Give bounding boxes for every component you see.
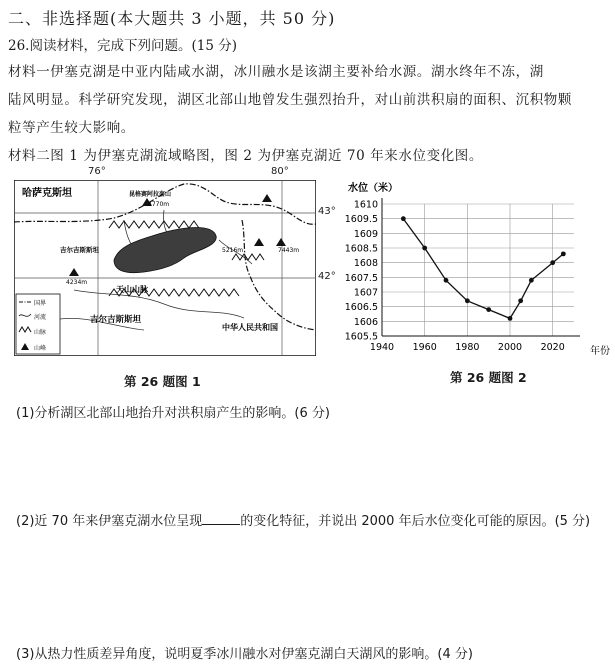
y-tick-label: 1606: [353, 316, 378, 328]
label-tianshan: 天山山脉: [116, 285, 148, 294]
label-lat-42: 42°: [318, 271, 336, 282]
legend-border-label: 国界: [34, 300, 47, 307]
label-lon-80: 80°: [271, 166, 289, 177]
chart-xlabel: 年份: [590, 346, 610, 356]
answer-blank[interactable]: [202, 523, 240, 525]
chart-ylabel: 水位（米）: [348, 183, 398, 194]
data-point: [444, 278, 449, 283]
question-2: [16, 510, 590, 529]
legend-range-label: 山脉: [34, 329, 47, 336]
question-2-start: (2)近 70 年来伊塞克湖水位呈现: [16, 514, 203, 529]
x-tick-label: 1940: [369, 342, 395, 353]
label-peak-north-elev: 4770m: [148, 201, 170, 208]
data-point: [486, 307, 491, 312]
y-tick-label: 1608.5: [344, 243, 378, 255]
figure-1-caption: 第 26 题图 1: [124, 374, 201, 389]
data-point: [508, 316, 513, 321]
data-point: [518, 298, 523, 303]
x-tick-label: 2000: [497, 342, 523, 353]
material-one-line-1: 材料一伊塞克湖是中亚内陆咸水湖，冰川融水是该湖主要补给水源。湖水终年不冻，湖: [8, 64, 544, 80]
y-tick-label: 1609: [353, 228, 378, 240]
figure-2-caption: 第 26 题图 2: [450, 370, 527, 385]
legend-peak-label: 山峰: [34, 345, 47, 352]
question-3: (3)从热力性质差异角度，说明夏季冰川融水对伊塞克湖白天湖风的影响。(4 分): [16, 647, 473, 662]
label-lon-76: 76°: [88, 166, 106, 177]
legend-river-label: 河流: [34, 314, 47, 321]
y-tick-label: 1609.5: [344, 214, 378, 226]
data-point: [550, 260, 555, 265]
data-point: [401, 216, 406, 221]
x-tick-label: 1960: [412, 342, 437, 353]
lake-basin-map: [14, 180, 316, 356]
label-peak-east1-elev: 5216m: [222, 247, 244, 254]
x-tick-label: 1980: [455, 342, 480, 353]
material-two: 材料二图 1 为伊塞克湖流域略图，图 2 为伊塞克湖近 70 年来水位变化图。: [8, 148, 484, 164]
material-one-line-3: 粒等产生较大影响。: [8, 120, 135, 136]
data-point: [422, 246, 427, 251]
label-peak-north-name: 昆格赛阿拉套山: [129, 191, 172, 198]
series-line: [403, 219, 563, 319]
y-tick-label: 1610: [353, 199, 378, 211]
data-point: [561, 251, 566, 256]
water-level-chart: [342, 180, 610, 356]
x-tick-label: 2020: [540, 342, 565, 353]
label-kazakhstan: 哈萨克斯坦: [22, 188, 72, 199]
data-point: [529, 278, 534, 283]
question-2-end: 的变化特征，并说出 2000 年后水位变化可能的原因。(5 分): [240, 514, 591, 529]
label-peak-west-elev: 4234m: [66, 279, 88, 286]
question-header: 26.阅读材料，完成下列问题。(15 分): [8, 38, 237, 54]
label-lat-43: 43°: [318, 206, 336, 217]
y-tick-label: 1606.5: [344, 302, 378, 314]
data-point: [465, 298, 470, 303]
label-kyrgyzstan-north: 吉尔吉斯斯坦: [60, 246, 99, 254]
label-peak-east2-elev: 7443m: [278, 247, 300, 254]
y-tick-label: 1607.5: [344, 272, 378, 284]
label-china: 中华人民共和国: [222, 323, 278, 332]
label-kyrgyzstan-south: 吉尔吉斯斯坦: [90, 315, 142, 325]
section-title: 二、非选择题(本大题共 3 小题，共 50 分): [8, 9, 336, 28]
y-tick-label: 1607: [353, 287, 378, 299]
y-tick-label: 1608: [353, 258, 378, 270]
y-tick-label: 1605.5: [344, 331, 378, 343]
material-one-line-2: 陆风明显。科学研究发现，湖区北部山地曾发生强烈抬升，对山前洪积扇的面积、沉积物颗: [8, 92, 572, 108]
question-1: (1)分析湖区北部山地抬升对洪积扇产生的影响。(6 分): [16, 406, 330, 421]
